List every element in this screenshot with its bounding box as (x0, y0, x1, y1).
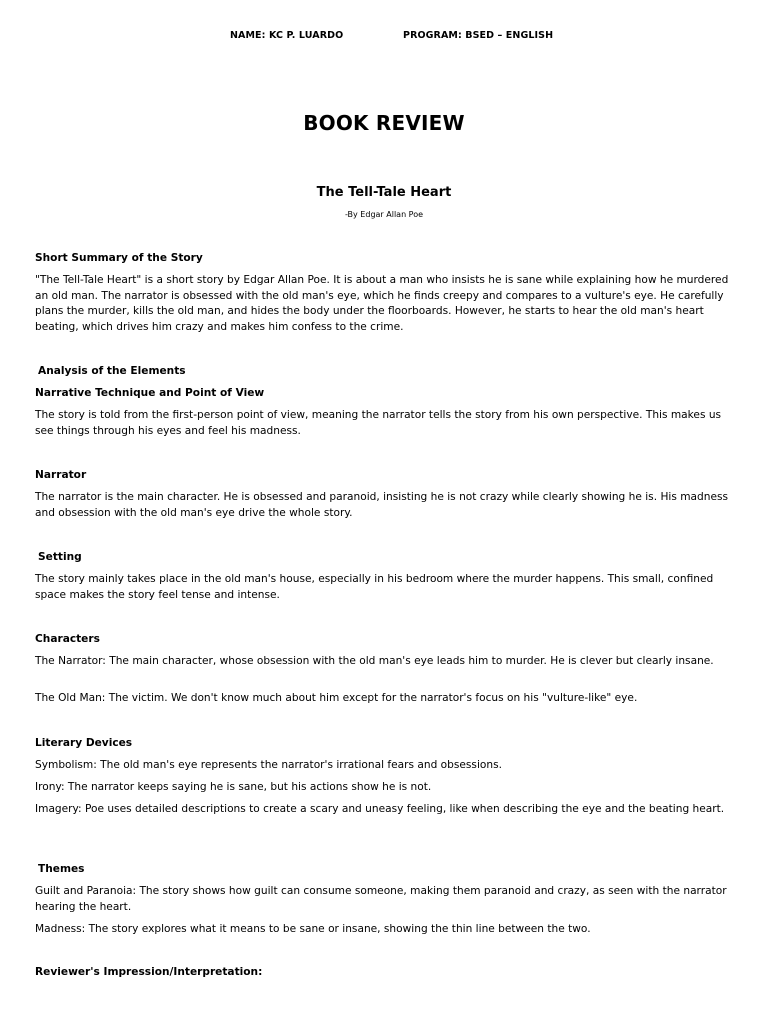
character-item: The Old Man: The victim. We don't know much about him except for the narrator's focus on his "vulture-like" eye. (35, 692, 638, 704)
themes-list (35, 884, 740, 915)
characters-heading: Characters (35, 633, 100, 645)
narrative-text (35, 408, 740, 439)
story-author: -By Edgar Allan Poe (344, 210, 424, 219)
setting-text (35, 572, 740, 603)
themes-list-2 (35, 922, 740, 938)
setting-heading: Setting (38, 551, 82, 563)
character-item: The Narrator: The main character, whose obsession with the old man's eye leads him to murder. He is clever but clearly insane. (35, 655, 714, 667)
summary-heading: Short Summary of the Story (35, 252, 203, 264)
devices-list-2 (35, 780, 740, 796)
impression-heading: Reviewer's Impression/Interpretation: (35, 966, 263, 978)
narrative-paragraph: The story is told from the first-person point of view, meaning the narrator tells the story from his own perspective. This makes us see things through his eyes and feel his madness. (35, 409, 722, 437)
story-title: The Tell-Tale Heart (316, 185, 452, 200)
narrator-paragraph: The narrator is the main character. He is obsessed and paranoid, insisting he is not crazy while clearly showing he is. His madness and obsession with the old man's eye drive the whole story. (35, 491, 729, 519)
device-item: Imagery: Poe uses detailed descriptions to create a scary and uneasy feeling, like when describing the eye and the beating heart. (35, 803, 725, 815)
document-title: BOOK REVIEW (303, 111, 465, 135)
theme-item: Madness: The story explores what it means to be sane or insane, showing the thin line between the two. (35, 923, 591, 935)
device-item: Symbolism: The old man's eye represents the narrator's irrational fears and obsessions. (35, 759, 502, 771)
narrator-heading: Narrator (35, 469, 87, 481)
devices-list (35, 758, 740, 774)
program-name: PROGRAM: BSED – ENGLISH (403, 30, 554, 41)
characters-list (35, 654, 740, 670)
summary-paragraph: "The Tell-Tale Heart" is a short story by Edgar Allan Poe. It is about a man who insists he is sane while explaining how he murdered an old man. The narrator is obsessed with the old man's eye, which he finds creepy and compares to a vulture's eye. He carefully plans the murder, kills the old man, and hides the body under the floorboards. However, he starts to hear the old man's heart beating, which drives him crazy and makes him confess to the crime. (35, 274, 729, 333)
theme-item: Guilt and Paranoia: The story shows how guilt can consume someone, making them paranoid and crazy, as seen with the narrator hearing the heart. (35, 885, 727, 913)
setting-paragraph: The story mainly takes place in the old man's house, especially in his bedroom where the murder happens. This small, confined space makes the story feel tense and intense. (35, 573, 714, 601)
narrative-heading: Narrative Technique and Point of View (35, 387, 265, 399)
device-item: Irony: The narrator keeps saying he is sane, but his actions show he is not. (35, 781, 432, 793)
devices-list-3 (35, 802, 740, 818)
author-name: NAME: KC P. LUARDO (230, 30, 344, 41)
devices-heading: Literary Devices (35, 737, 133, 749)
analysis-heading: Analysis of the Elements (38, 365, 186, 377)
narrator-text (35, 490, 740, 521)
themes-heading: Themes (38, 863, 85, 875)
characters-list-2 (35, 691, 740, 707)
summary-text (35, 273, 740, 335)
